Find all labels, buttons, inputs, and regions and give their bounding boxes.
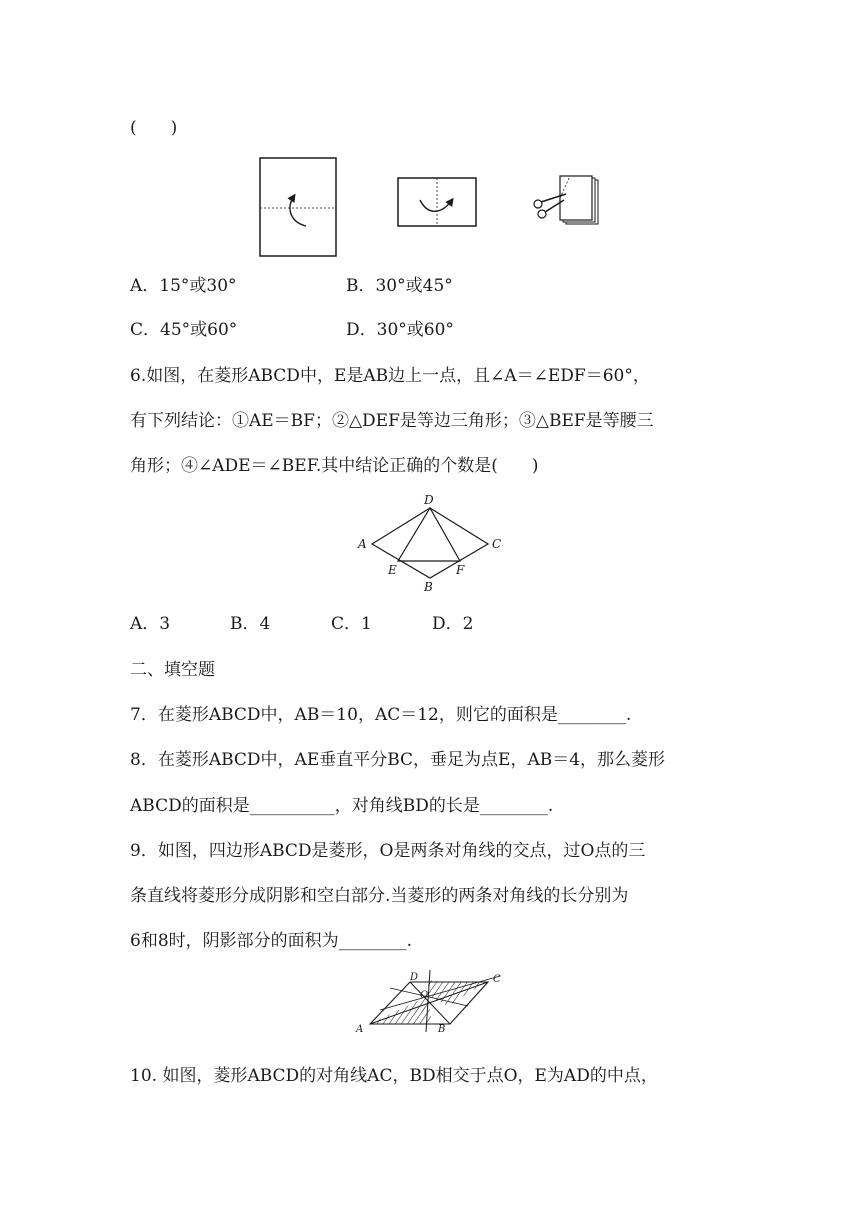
q5-option-b: B．30°或45° — [346, 276, 453, 296]
q6-option-a: A．3 — [130, 614, 171, 634]
q6-option-d: D．2 — [432, 614, 474, 634]
q10-text: 10. 如图，菱形ABCD的对角线AC，BD相交于点O，E为AD的中点， — [130, 1066, 658, 1086]
q8-line-2: ABCD的面积是__________，对角线BD的长是________. — [130, 796, 554, 816]
q9-line-1: 9．如图，四边形ABCD是菱形，O是两条对角线的交点，过O点的三 — [130, 841, 646, 861]
q6-line-2: 有下列结论：①AE＝BF；②△DEF是等边三角形；③△BEF是等腰三 — [130, 411, 654, 431]
q9-line-2: 条直线将菱形分成阴影和空白部分.当菱形的两条对角线的长分别为 — [130, 886, 629, 906]
section-title: 二、填空题 — [130, 660, 215, 680]
q5-folding-figure — [250, 150, 610, 262]
q6-label-c: C — [492, 537, 502, 551]
paper-sheet-1 — [260, 158, 336, 256]
scissors-icon — [534, 176, 598, 224]
q9-shaded-rhombus-figure — [350, 966, 520, 1038]
q6-rhombus-figure — [350, 490, 510, 598]
q5-option-d: D．30°或60° — [346, 320, 454, 340]
q9-label-d: D — [410, 972, 419, 983]
q6-label-b: B — [424, 580, 433, 594]
q5-bracket: ( ) — [130, 118, 178, 138]
q9-label-b: B — [438, 1024, 446, 1035]
q6-label-d: D — [424, 493, 434, 507]
q6-label-a: A — [358, 537, 367, 551]
q6-line-1: 6.如图，在菱形ABCD中，E是AB边上一点，且∠A＝∠EDF＝60°， — [130, 366, 650, 386]
q5-option-a: A．15°或30° — [130, 276, 237, 296]
q9-label-c: C — [493, 974, 501, 985]
q9-line-3: 6和8时，阴影部分的面积为________. — [130, 931, 413, 951]
q6-line-3: 角形；④∠ADE＝∠BEF.其中结论正确的个数是( ) — [130, 456, 539, 476]
q9-label-o: O — [420, 990, 429, 1001]
paper-sheet-2 — [398, 178, 476, 226]
q6-option-b: B．4 — [230, 614, 271, 634]
q6-label-f: F — [456, 563, 465, 577]
q6-option-c: C．1 — [331, 614, 372, 634]
q8-line-1: 8．在菱形ABCD中，AE垂直平分BC，垂足为点E，AB＝4，那么菱形 — [130, 750, 666, 770]
q5-option-c: C．45°或60° — [130, 320, 238, 340]
q7-text: 7．在菱形ABCD中，AB＝10，AC＝12，则它的面积是________. — [130, 705, 632, 725]
q9-label-a: A — [356, 1024, 364, 1035]
q6-label-e: E — [388, 563, 397, 577]
